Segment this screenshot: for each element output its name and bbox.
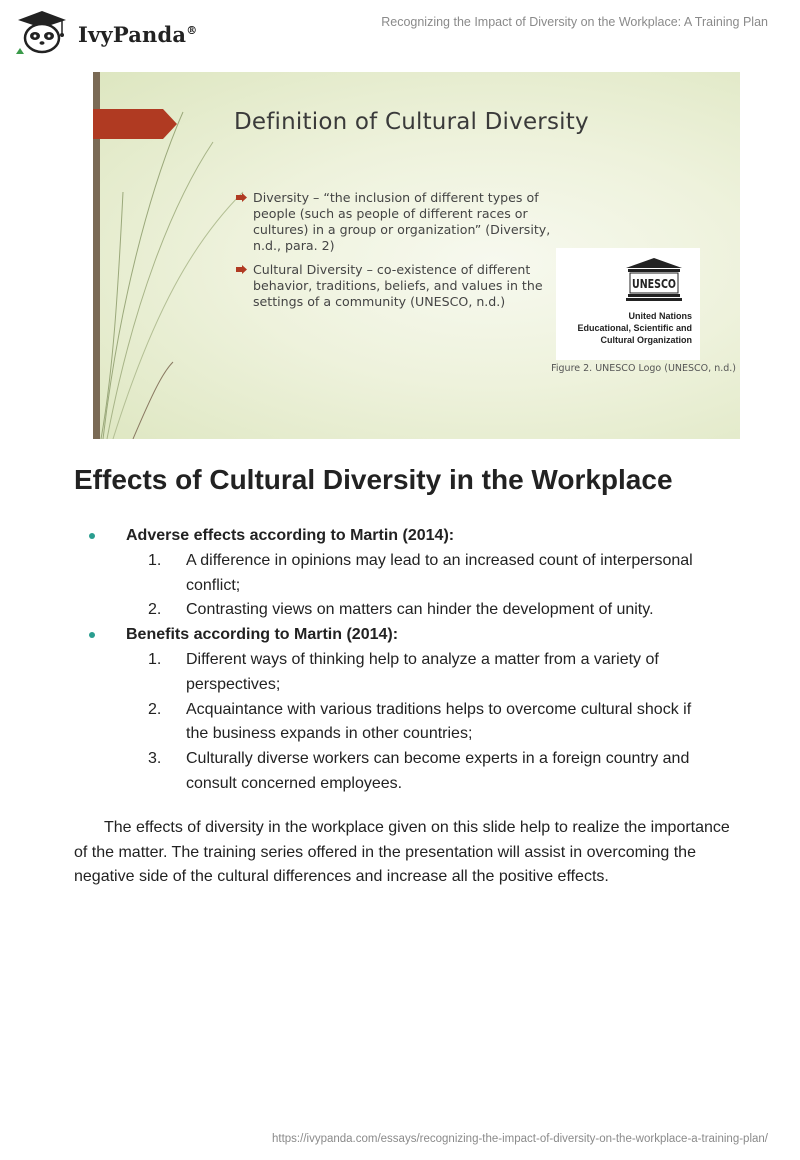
ivypanda-logo[interactable] [14, 10, 204, 54]
bullet-dot-icon [89, 632, 95, 638]
effects-list [74, 524, 734, 797]
slide-image [93, 72, 740, 439]
unesco-line-3: Cultural Organization [600, 335, 692, 345]
bullet-dot-icon [89, 533, 95, 539]
section-heading: Effects of Cultural Diversity in the Workplace [74, 464, 673, 495]
page-header [0, 0, 800, 60]
slide-bullet-list [236, 190, 556, 318]
bullet-arrow-icon [236, 265, 247, 274]
slide-bullet-text: Cultural Diversity – co-existence of different behavior, traditions, beliefs, and values in the settings of a community (UNESCO, n.d.) [253, 262, 543, 309]
figure-caption: Figure 2. UNESCO Logo (UNESCO, n.d.) [551, 363, 736, 374]
list-item [74, 549, 734, 599]
unesco-temple-icon [624, 256, 684, 308]
list-item-line: Different ways of thinking help to analyze a matter from a variety of [186, 650, 659, 668]
slide-bullet [236, 262, 556, 310]
list-item-line: the business expands in other countries; [186, 725, 473, 743]
list-item-number: 1. [148, 551, 162, 569]
body-paragraph: The effects of diversity in the workplace given on this slide help to realize the importance of the matter. The training series offered in the presentation will assist in overcoming the negative side of the cultural differences and increase all the positive effects. [74, 819, 730, 885]
list-item [74, 747, 734, 797]
unesco-logo-word: UNESCO [632, 277, 676, 291]
list-item-line: perspectives; [186, 675, 281, 693]
list-item-number: 2. [148, 700, 162, 718]
list-item-line: Contrasting views on matters can hinder the development of unity. [186, 601, 654, 619]
unesco-line-2: Educational, Scientific and [577, 323, 692, 333]
list-item-number: 2. [148, 601, 162, 619]
unesco-line-1: United Nations [628, 311, 692, 321]
list-item-line: conflict; [186, 576, 241, 594]
list-group-label: Benefits according to Martin (2014): [74, 623, 734, 648]
list-item [74, 698, 734, 748]
list-item-line: consult concerned employees. [186, 774, 403, 792]
list-item [74, 648, 734, 698]
panda-graduate-icon [14, 10, 70, 54]
list-item-number: 1. [148, 650, 162, 668]
logo-text: IvyPanda® [78, 22, 198, 47]
list-item-line: Culturally diverse workers can become experts in a foreign country and [186, 750, 690, 768]
slide-bullet-text: Diversity – “the inclusion of different types of people (such as people of different races or cultures) in a group or organization” (Diversity, n.d., para. 2) [253, 190, 551, 253]
slide-title: Definition of Cultural Diversity [234, 109, 589, 135]
slide-title-arrow-icon [93, 109, 178, 139]
list-group-label: Adverse effects according to Martin (2014): [74, 524, 734, 549]
source-url-link[interactable]: https://ivypanda.com/essays/recognizing-the-impact-of-diversity-on-the-workplace-a-training-plan/ [272, 1133, 768, 1145]
list-item-line: A difference in opinions may lead to an increased count of interpersonal [186, 551, 693, 569]
list-item-line: Acquaintance with various traditions helps to overcome cultural shock if [186, 700, 692, 718]
slide-bullet [236, 190, 556, 254]
document-title: Recognizing the Impact of Diversity on the Workplace: A Training Plan [381, 15, 768, 29]
bullet-arrow-icon [236, 193, 247, 202]
list-item-number: 3. [148, 750, 162, 768]
list-item [74, 598, 734, 623]
unesco-logo [556, 248, 700, 360]
